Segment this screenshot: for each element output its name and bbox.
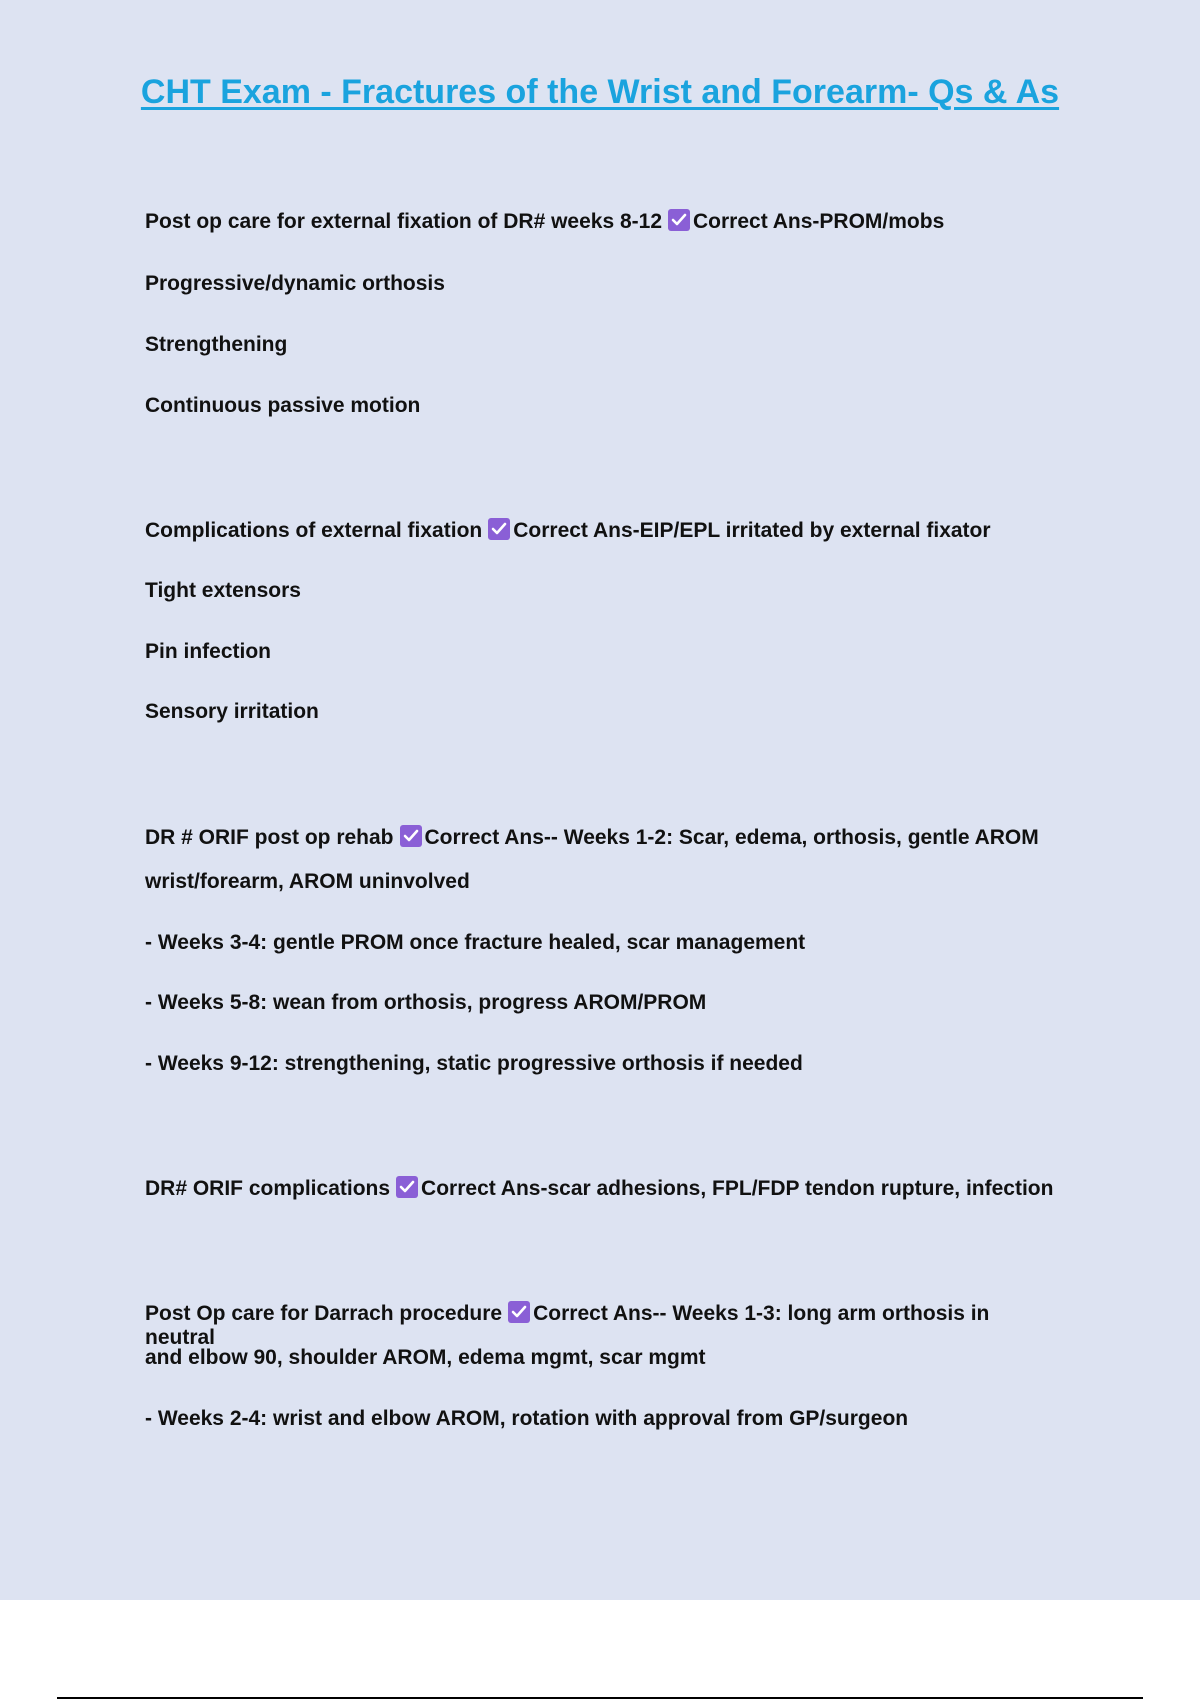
footer-divider [57,1697,1143,1699]
answer-line: Progressive/dynamic orthosis [145,272,445,295]
answer-line: - Weeks 3-4: gentle PROM once fracture healed, scar management [145,931,806,954]
question-1 [145,209,1065,234]
answer-line: and elbow 90, shoulder AROM, edema mgmt, scar mgmt [145,1346,706,1369]
checkbox-check-icon [400,825,422,847]
answer-line: - Weeks 2-4: wrist and elbow AROM, rotation with approval from GP/surgeon [145,1407,909,1430]
checkbox-check-icon [488,518,510,540]
answer-text: Correct Ans-PROM/mobs [693,210,945,233]
question-text: DR# ORIF complications [145,1177,391,1200]
answer-line: - Weeks 9-12: strengthening, static progressive orthosis if needed [145,1052,803,1075]
answer-text: Correct Ans-- Weeks 1-3: long arm orthosis in neutral [145,1302,990,1349]
answer-line: wrist/forearm, AROM uninvolved [145,870,470,893]
answer-line: - Weeks 5-8: wean from orthosis, progress AROM/PROM [145,991,707,1014]
answer-line: Sensory irritation [145,700,319,723]
question-text: Post Op care for Darrach procedure [145,1302,503,1325]
question-text: Post op care for external fixation of DR# weeks 8-12 [145,210,663,233]
answer-line: Strengthening [145,333,288,356]
checkbox-check-icon [668,209,690,231]
answer-text: Correct Ans-scar adhesions, FPL/FDP tendon rupture, infection [421,1177,1054,1200]
question-4 [145,1176,1065,1201]
answer-line: Pin infection [145,640,271,663]
question-2 [145,518,1065,543]
question-text: DR # ORIF post op rehab [145,826,394,849]
answer-line: Continuous passive motion [145,394,421,417]
checkbox-check-icon [508,1301,530,1323]
page-title: CHT Exam - Fractures of the Wrist and Forearm- Qs & As [140,73,1060,111]
checkbox-check-icon [396,1176,418,1198]
answer-text: Correct Ans-EIP/EPL irritated by external fixator [513,519,991,542]
answer-line: Tight extensors [145,579,301,602]
question-5 [145,1301,1065,1350]
question-3 [145,825,1065,850]
question-text: Complications of external fixation [145,519,483,542]
answer-text: Correct Ans-- Weeks 1-2: Scar, edema, orthosis, gentle AROM [424,826,1039,849]
